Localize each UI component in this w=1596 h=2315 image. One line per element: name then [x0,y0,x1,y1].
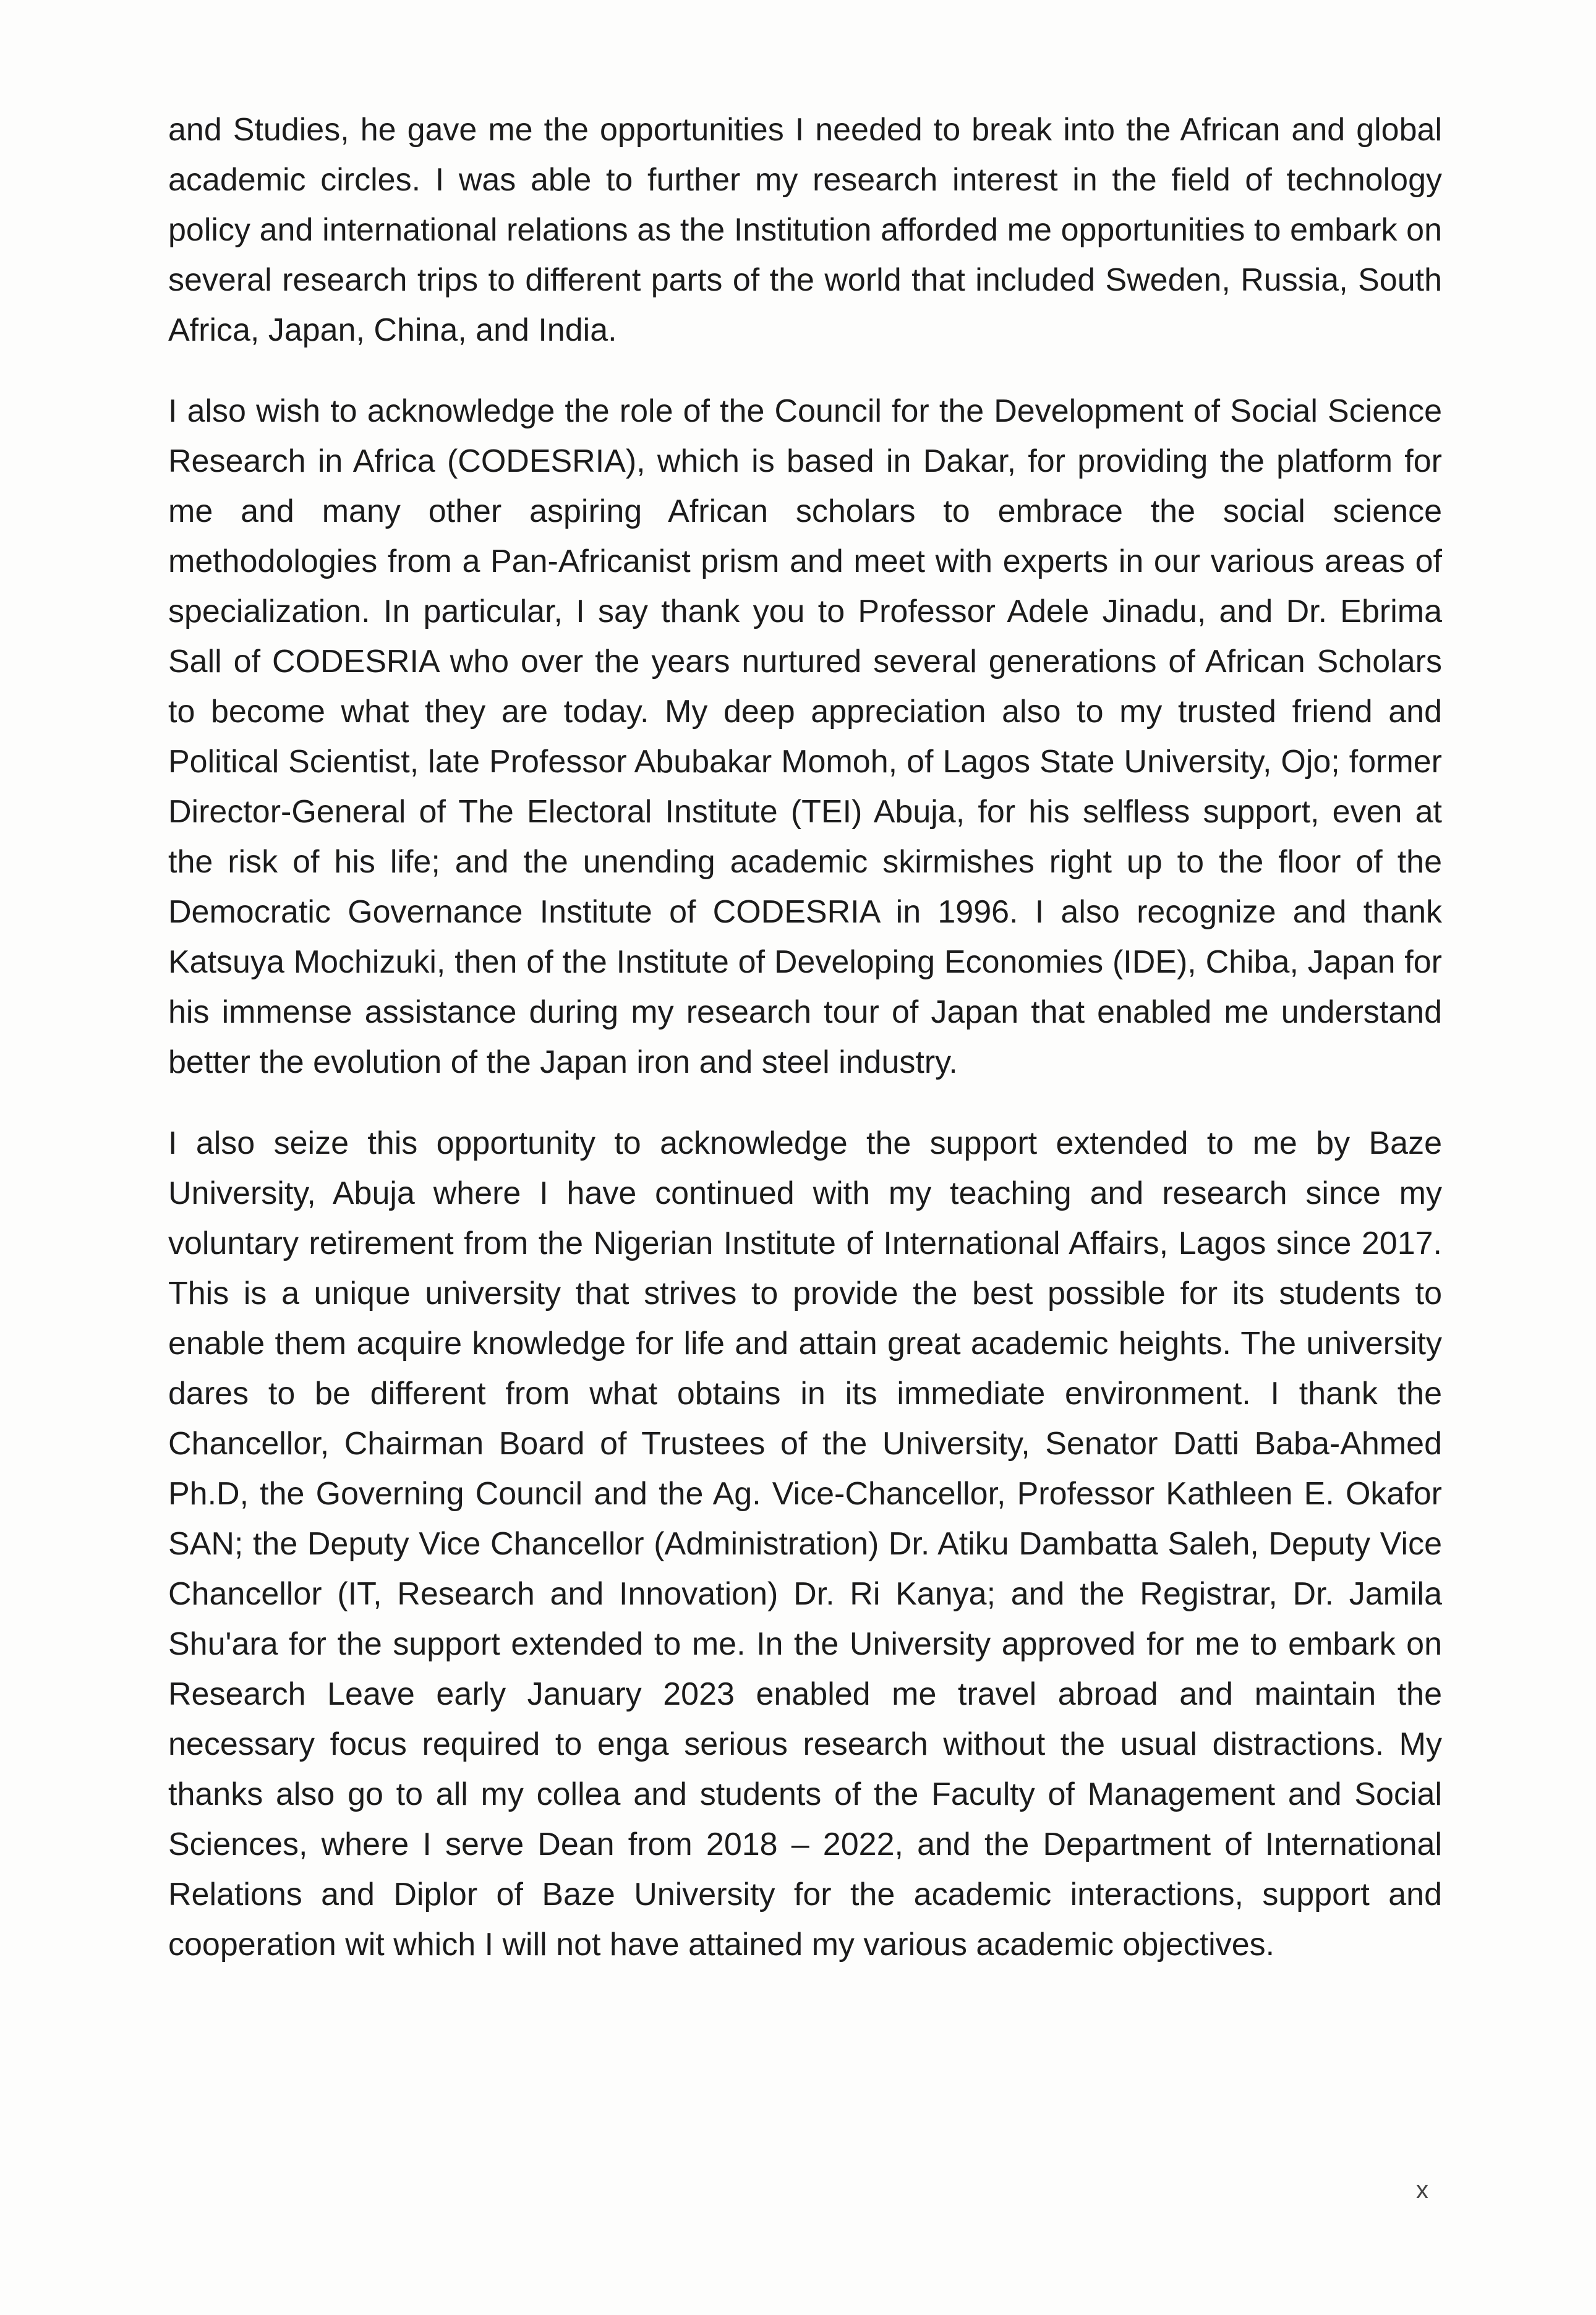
paragraph-1: and Studies, he gave me the opportunities I needed to break into the African and global academic circles. I was able to further my research interest in the field of technology policy and international relations as the Institution afforded me opportunities to embark on several research trips to different parts of the world that included Sweden, Russia, South Africa, Japan, China, and India. [168,112,1442,348]
page-mark: x [1416,2176,1428,2204]
paragraph-3: I also seize this opportunity to acknowledge the support extended to me by Baze University, Abuja where I have continued with my teaching and research since my voluntary retirement from the Nigerian Institute of International Affairs, Lagos since 2017. This is a unique university that strives to provide the best possible for its students to enable them acquire knowledge for life and attain great academic heights. The university dares to be different from what obtains in its immediate environment. I thank the Chancellor, Chairman Board of Trustees of the University, Senator Datti Baba-Ahmed Ph.D, the Governing Council and the Ag. Vice-Chancellor, Professor Kathleen E. Okafor SAN; the Deputy Vice Chancellor (Administration) Dr. Atiku Dambatta Saleh, Deputy Vice Chancellor (IT, Research and Innovation) Dr. Ri Kanya; and the Registrar, Dr. Jamila Shu'ara for the support extended to me. In the University approved for me to embark on Research Leave early January 2023 enabled me travel abroad and maintain the necessary focus required to enga serious research without the usual distractions. My thanks also go to all my collea and students of the Faculty of Management and Social Sciences, where I serve Dean from 2018 – 2022, and the Department of International Relations and Diplor of Baze University for the academic interactions, support and cooperation wit which I will not have attained my various academic objectives. [168,1125,1442,1963]
paragraph-2: I also wish to acknowledge the role of the Council for the Development of Social Science Research in Africa (CODESRIA), which is based in Dakar, for providing the platform for me and many other aspiring African scholars to embrace the social science methodologies from a Pan-Africanist prism and meet with experts in our various areas of specialization. In particular, I say thank you to Professor Adele Jinadu, and Dr. Ebrima Sall of CODESRIA who over the years nurtured several generations of African Scholars to become what they are today. My deep appreciation also to my trusted friend and Political Scientist, late Professor Abubakar Momoh, of Lagos State University, Ojo; former Director-General of The Electoral Institute (TEI) Abuja, for his selfless support, even at the risk of his life; and the unending academic skirmishes right up to the floor of the Democratic Governance Institute of CODESRIA in 1996. I also recognize and thank Katsuya Mochizuki, then of the Institute of Developing Economies (IDE), Chiba, Japan for his immense assistance during my research tour of Japan that enabled me understand better the evolution of the Japan iron and steel industry. [168,393,1442,1080]
acknowledgements-body [168,105,1442,1970]
